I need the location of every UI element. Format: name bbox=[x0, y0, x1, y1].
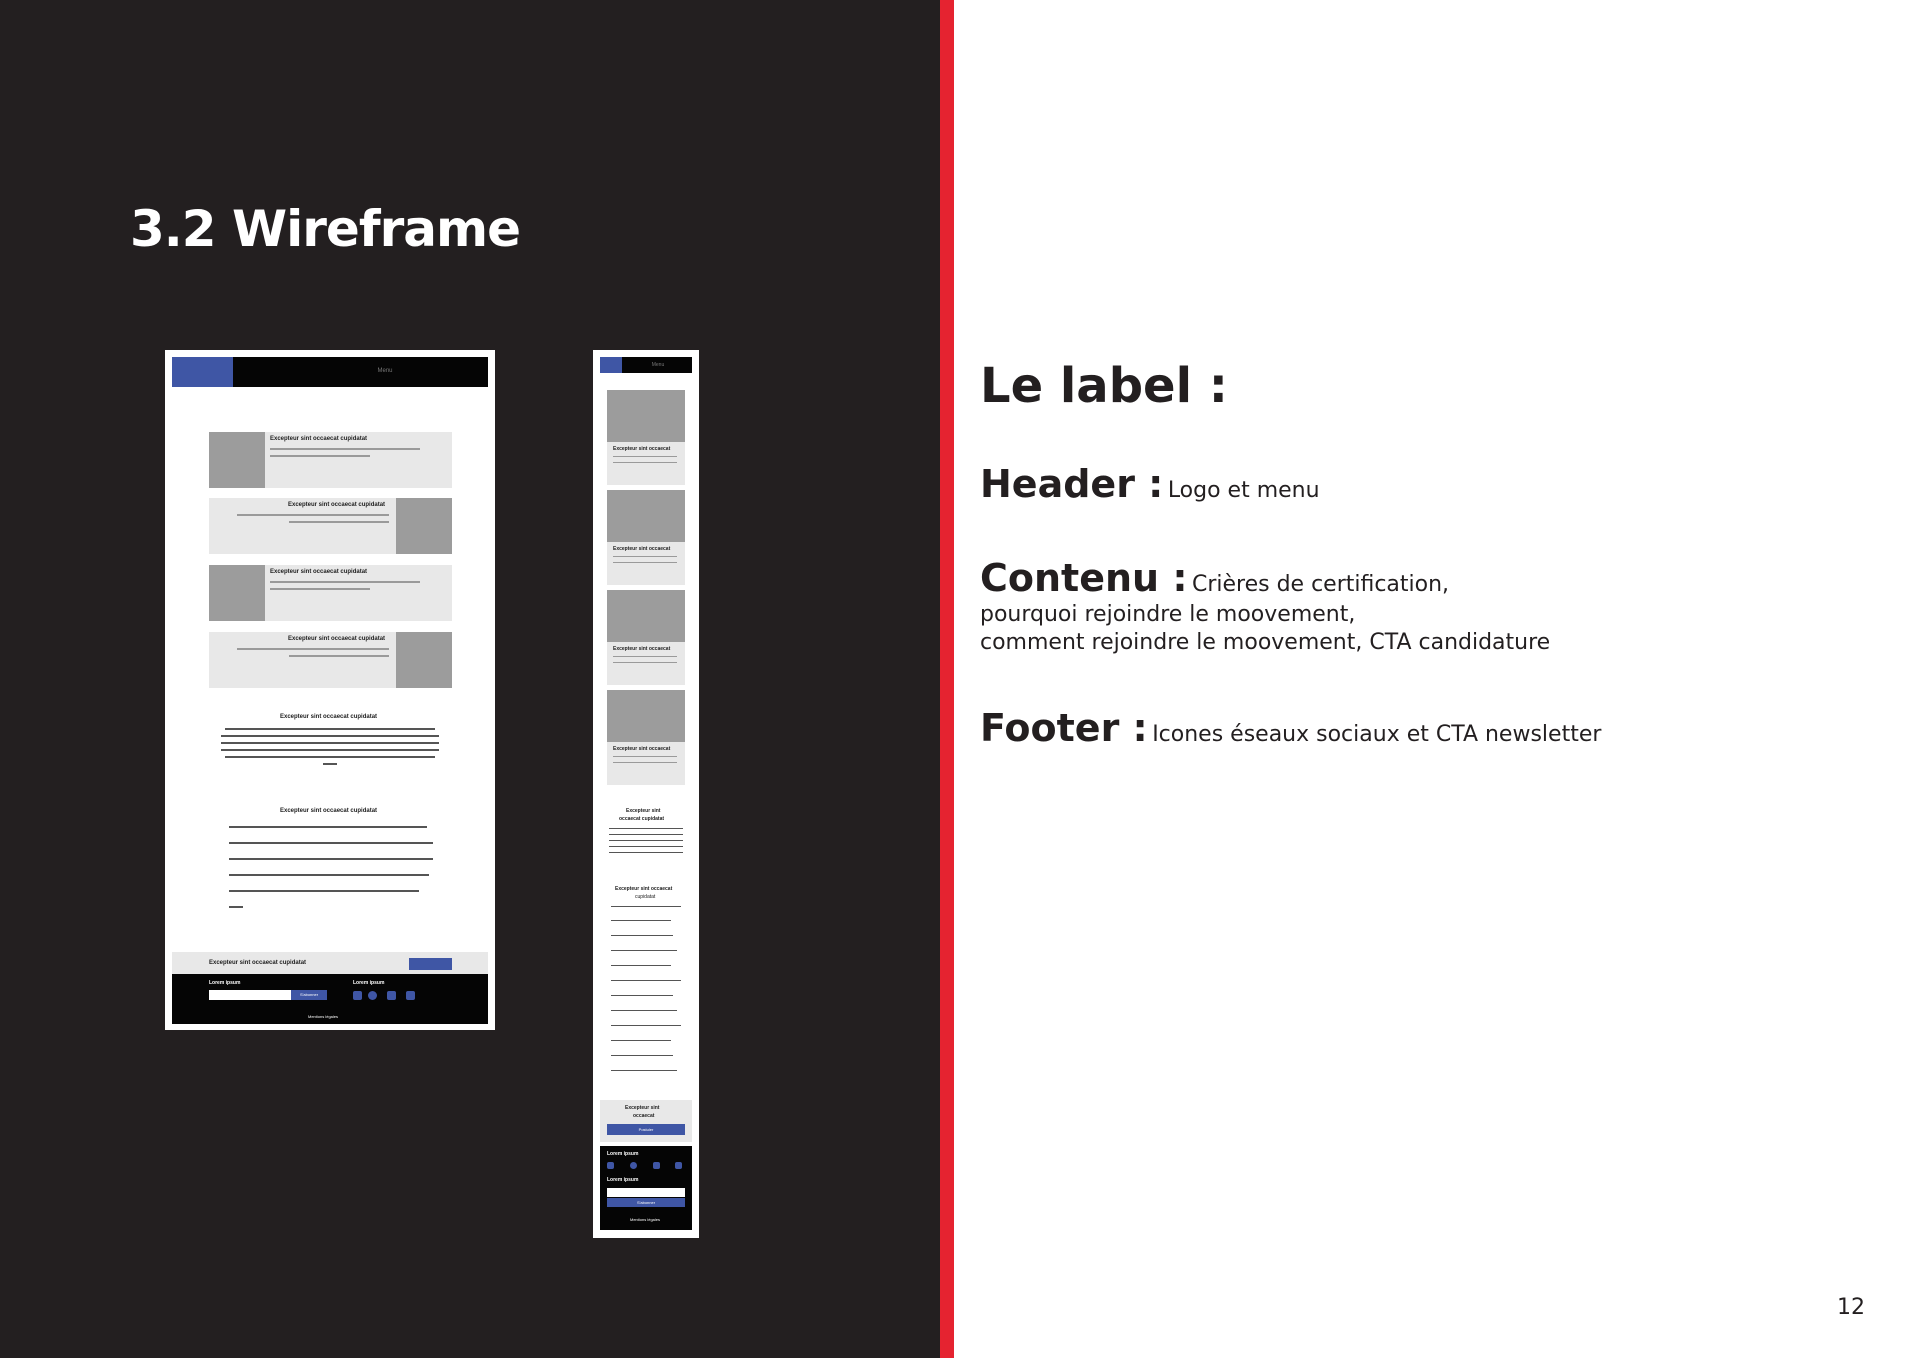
wireframe-footer-col: Lorem ipsum bbox=[209, 980, 241, 986]
wireframe-footer-col: Lorem ipsum bbox=[607, 1151, 639, 1157]
wireframe-footer-col: Lorem ipsum bbox=[353, 980, 385, 986]
instagram-icon bbox=[630, 1162, 637, 1169]
contenu-heading: Contenu : bbox=[980, 556, 1188, 600]
wireframe-card-title: Excepteur sint occaecat cupidatat bbox=[270, 436, 368, 442]
footer-heading: Footer : bbox=[980, 706, 1148, 750]
wireframe-card-title: Excepteur sint occaecat bbox=[613, 546, 671, 552]
wireframe-legal: Mentions légales bbox=[630, 1217, 661, 1222]
wireframe-image bbox=[396, 632, 452, 688]
wireframe-section-title: Excepteur sint bbox=[626, 808, 661, 814]
wireframe-newsletter-input bbox=[607, 1188, 685, 1197]
header-heading: Header : bbox=[980, 462, 1164, 506]
wireframe-image bbox=[396, 498, 452, 554]
wireframe-section-title: Excepteur sint occaecat bbox=[615, 886, 673, 892]
header-text: Logo et menu bbox=[1167, 478, 1320, 503]
wireframe-section-title: occaecat cupidatat bbox=[619, 816, 665, 822]
red-divider bbox=[940, 0, 954, 1358]
wireframe-card-title: Excepteur sint occaecat cupidatat bbox=[288, 502, 386, 508]
youtube-icon bbox=[675, 1162, 682, 1169]
twitter-icon bbox=[387, 991, 396, 1000]
right-panel bbox=[954, 0, 1920, 1358]
desktop-wireframe bbox=[165, 350, 495, 1030]
wireframe-section-title: cupidatat bbox=[635, 894, 656, 900]
facebook-icon bbox=[607, 1162, 614, 1169]
section-title: 3.2 Wireframe bbox=[130, 200, 521, 258]
contenu-row bbox=[980, 556, 1449, 600]
wireframe-footer-col: Lorem ipsum bbox=[607, 1177, 639, 1183]
page-number: 12 bbox=[1837, 1295, 1865, 1320]
wireframe-legal: Mentions légales bbox=[308, 1014, 339, 1019]
wireframe-card-title: Excepteur sint occaecat bbox=[613, 446, 671, 452]
wireframe-menu: Menu bbox=[651, 362, 665, 368]
wireframe-subscribe-button: S'abonner bbox=[607, 1198, 685, 1207]
facebook-icon bbox=[353, 991, 362, 1000]
wireframe-menu: Menu bbox=[377, 368, 393, 374]
wireframe-image bbox=[209, 432, 265, 488]
wireframe-image bbox=[607, 390, 685, 442]
contenu-text-line: pourquoi rejoindre le moovement, bbox=[980, 602, 1356, 627]
wireframe-newsletter-input bbox=[209, 990, 291, 1000]
wireframe-subscribe-button: S'abonner bbox=[291, 990, 327, 1000]
wireframe-footer-band-title: Excepteur sint bbox=[625, 1105, 660, 1111]
mobile-wireframe bbox=[593, 350, 699, 1238]
wireframe-card-title: Excepteur sint occaecat bbox=[613, 746, 671, 752]
wireframe-image bbox=[607, 490, 685, 542]
footer-row bbox=[980, 706, 1601, 750]
contenu-text-line: comment rejoindre le moovement, CTA candidature bbox=[980, 630, 1551, 655]
wireframe-image bbox=[607, 690, 685, 742]
wireframe-footer-band-title: Excepteur sint occaecat cupidatat bbox=[209, 960, 307, 966]
wireframe-card-title: Excepteur sint occaecat cupidatat bbox=[288, 636, 386, 642]
wireframe-image bbox=[607, 590, 685, 642]
wireframe-cta-button bbox=[409, 958, 452, 970]
wireframe-image bbox=[209, 565, 265, 621]
wireframe-footer-band-title: occaecat bbox=[633, 1113, 655, 1119]
contenu-text: Crières de certification, bbox=[1191, 572, 1450, 597]
header-row bbox=[980, 462, 1320, 506]
youtube-icon bbox=[406, 991, 415, 1000]
wireframe-logo bbox=[600, 357, 622, 373]
wireframe-card-title: Excepteur sint occaecat cupidatat bbox=[270, 569, 368, 575]
wireframe-cta-button: Postuler bbox=[607, 1124, 685, 1135]
wireframe-section-title: Excepteur sint occaecat cupidatat bbox=[280, 714, 378, 720]
footer-text: Icones éseaux sociaux et CTA newsletter bbox=[1152, 722, 1602, 747]
wireframe-section-title: Excepteur sint occaecat cupidatat bbox=[280, 808, 378, 814]
wireframe-card-title: Excepteur sint occaecat bbox=[613, 646, 671, 652]
instagram-icon bbox=[368, 991, 377, 1000]
label-title: Le label : bbox=[980, 358, 1228, 414]
twitter-icon bbox=[653, 1162, 660, 1169]
wireframe-logo bbox=[172, 357, 233, 387]
